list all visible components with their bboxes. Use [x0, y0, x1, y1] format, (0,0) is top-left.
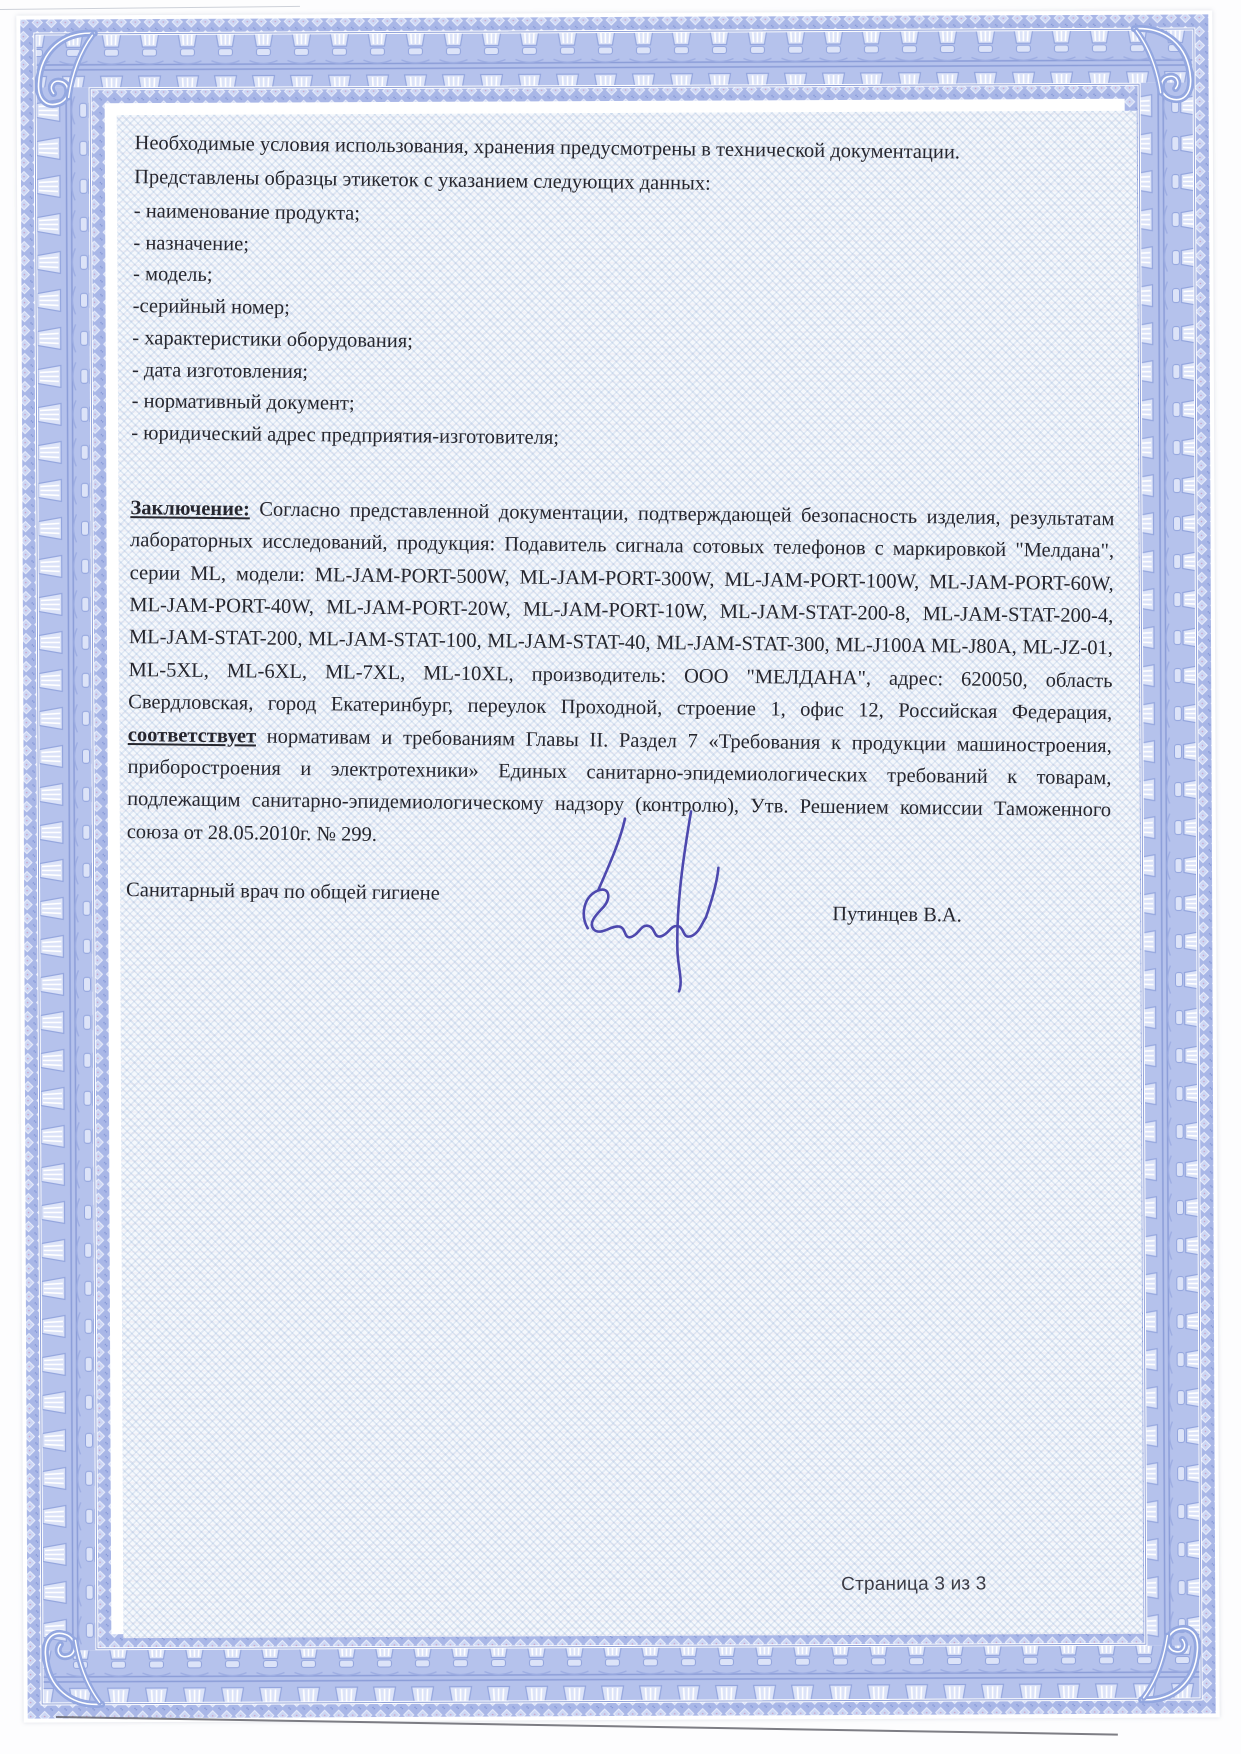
- conclusion-label: Заключение:: [130, 496, 251, 521]
- signatory-row: [126, 874, 1110, 934]
- list-item: -серийный номер;: [132, 295, 291, 319]
- signatory-name: Путинцев В.А.: [832, 903, 963, 927]
- conclusion-complies-word: соответствует: [127, 723, 257, 748]
- paragraph-label-samples-intro: Представлены образцы этикеток с указанием следующих данных:: [134, 166, 711, 196]
- conclusion-text-before: Согласно представленной документации, подтверждающей безопасность изделия, результатам лабораторных исследований, продукция: Подавитель сигнала сотовых телефонов с маркировкой "Мелдана", серии ML, модели: ML-JAM-PORT-500W, ML-JAM-PORT-300W, ML-JAM-PORT-100W, ML-JAM-PORT-60W, ML-JAM-PORT-40W, ML-JAM-PORT-20W, ML-JAM-PORT-10W, ML-JAM-STAT-200-8, ML-JAM-STAT-200-4, ML-JAM-STAT-200, ML-JAM-STAT-100, ML-JAM-STAT-40, ML-JAM-STAT-300, ML-J100A ML-J80A, ML-JZ-01, ML-5XL, ML-6XL, ML-7XL, ML-10XL, производитель: ООО "МЕЛДАНА", адрес: 620050, область Свердловская, город Екатеринбург, переулок Проходной, строение 1, офис 12, Российская Федерация,: [128, 498, 1115, 725]
- certificate-sheet: [16, 10, 1219, 1722]
- list-item: - дата изготовления;: [131, 358, 309, 383]
- document-body-area: [117, 111, 1144, 1638]
- list-item: - назначение;: [133, 231, 250, 255]
- list-item: - характеристики оборудования;: [132, 326, 414, 353]
- page-number-label: Страница 3 из 3: [841, 1573, 987, 1596]
- signatory-role: Санитарный врач по общей гигиене: [125, 879, 440, 905]
- list-item: - наименование продукта;: [133, 199, 361, 225]
- label-data-list: [131, 196, 1118, 461]
- conclusion-paragraph: [127, 492, 1115, 859]
- list-item: - нормативный документ;: [131, 390, 355, 415]
- document-text: [126, 127, 1119, 933]
- list-item: - модель;: [132, 263, 213, 287]
- paragraph-usage-conditions: Необходимые условия использования, хранения предусмотрены в технической документации.: [134, 132, 961, 164]
- list-item: - юридический адрес предприятия-изготовителя;: [131, 422, 560, 450]
- conclusion-text-after: нормативам и требованиям Главы II. Раздел 7 «Требования к продукции машиностроения, приборостроения и электротехники» Единых санитарно-эпидемиологических требований к товарам, подлежащим санитарно-эпидемиологическому надзору (контролю), Утв. Решением комиссии Таможенного союза от 28.05.2010г. № 299.: [126, 725, 1112, 846]
- scan-edge-artifact-top: [0, 6, 300, 10]
